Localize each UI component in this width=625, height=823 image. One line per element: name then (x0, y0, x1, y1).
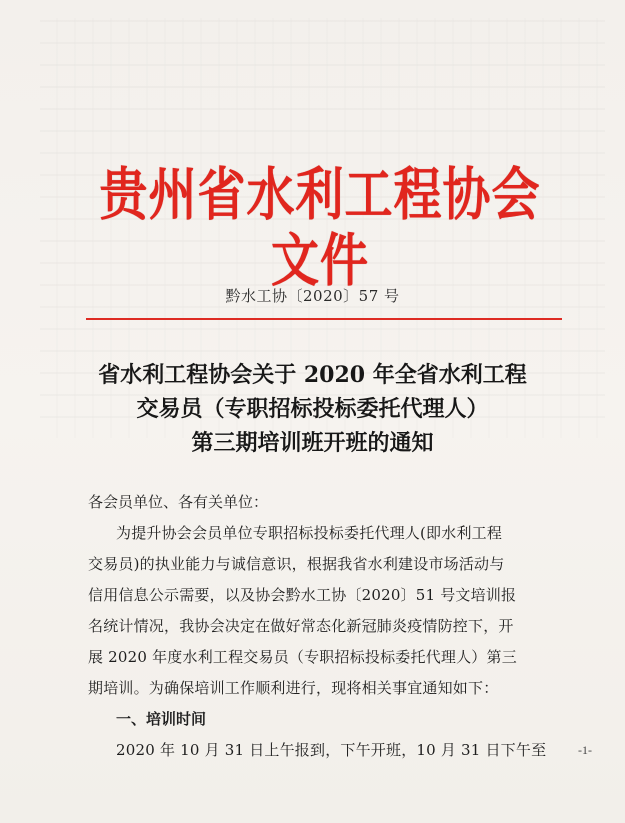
paragraph-line-6: 期培训。为确保培训工作顺利进行，现将相关事宜通知如下： (88, 679, 499, 697)
header-title: 贵州省水利工程协会文件 (99, 162, 541, 295)
document-number: 黔水工协〔2020〕57 号 (225, 287, 400, 305)
page-number: -1- (578, 743, 592, 757)
section-heading: 一、培训时间 (116, 710, 207, 728)
paragraph-line-2: 交易员)的执业能力与诚信意识，根据我省水利建设市场活动与 (88, 555, 505, 573)
section-text-line: 2020 年 10 月 31 日上午报到，下午开班，10 月 31 日下午至 (116, 741, 547, 759)
body-text (88, 487, 568, 766)
red-divider (86, 318, 562, 320)
paragraph-line-4: 名统计情况，我协会决定在做好常态化新冠肺炎疫情防控下，开 (88, 617, 514, 635)
notice-title (70, 358, 555, 460)
title-line-3: 第三期培训班开班的通知 (191, 430, 434, 456)
paragraph-line-1: 为提升协会会员单位专职招标投标委托代理人(即水利工程 (116, 524, 503, 542)
title-line-2: 交易员（专职招标投标委托代理人） (136, 396, 489, 422)
title-line-1: 省水利工程协会关于 2020 年全省水利工程 (98, 362, 527, 388)
paragraph-line-5: 展 2020 年度水利工程交易员（专职招标投标委托代理人）第三 (88, 648, 517, 666)
paragraph-line-3: 信用信息公示需要，以及协会黔水工协〔2020〕51 号文培训报 (88, 586, 517, 604)
salutation: 各会员单位、各有关单位： (88, 493, 269, 511)
